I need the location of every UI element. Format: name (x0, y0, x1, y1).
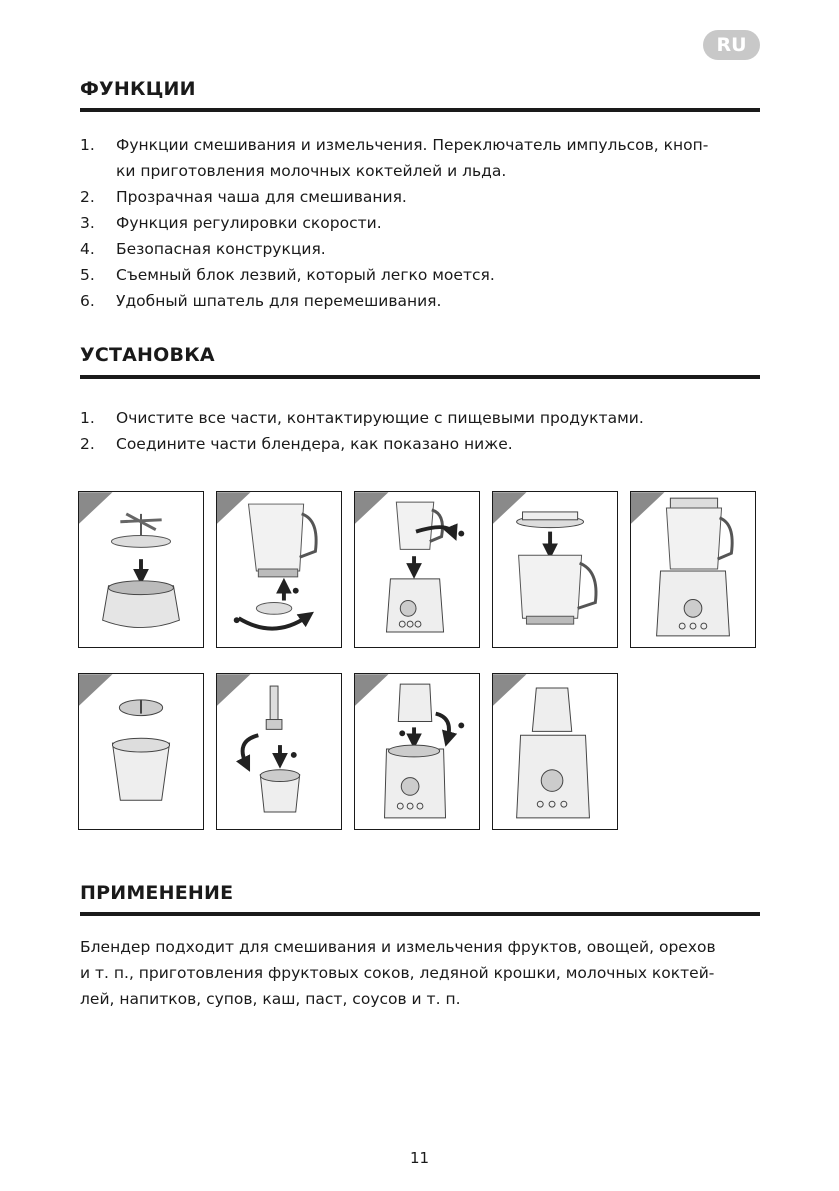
list-item (80, 405, 760, 431)
illustration-panel-9 (492, 673, 618, 830)
installation-list (80, 405, 760, 457)
illustration-panel-4 (492, 491, 618, 648)
functions-rule (80, 108, 760, 112)
list-item-text: Функции смешивания и измельчения. Переключатель импульсов, кноп- (116, 136, 709, 154)
grinder-blade-into-cup-illustration (79, 674, 203, 829)
list-item (80, 431, 760, 457)
list-item (80, 236, 760, 262)
list-item (80, 184, 760, 210)
list-item-text: ки приготовления молочных коктейлей и льда. (116, 162, 507, 180)
lid-onto-jug-illustration (493, 492, 617, 647)
illustration-panel-6 (78, 673, 204, 830)
list-item-number: 2. (80, 188, 95, 206)
illustration-panel-5 (630, 491, 756, 648)
usage-line: и т. п., приготовления фруктовых соков, ледяной крошки, молочных коктей- (80, 964, 715, 982)
blade-into-base-illustration (79, 492, 203, 647)
page-number: 11 (409, 1149, 430, 1167)
usage-rule (80, 912, 760, 916)
list-item-text: Прозрачная чаша для смешивания. (116, 188, 407, 206)
grinder-on-motor-base-illustration (355, 674, 479, 829)
illustration-panel-8 (354, 673, 480, 830)
list-item (80, 288, 760, 314)
language-badge: RU (703, 30, 760, 60)
functions-title: ФУНКЦИИ (80, 78, 196, 100)
usage-line: лей, напитков, супов, каш, паст, соусов и т. п. (80, 990, 461, 1008)
list-item-number: 6. (80, 292, 95, 310)
list-item-number: 1. (80, 409, 95, 427)
list-item-number: 2. (80, 435, 95, 453)
installation-title: УСТАНОВКА (80, 344, 215, 366)
list-item-text: Очистите все части, контактирующие с пищевыми продуктами. (116, 409, 644, 427)
assembled-grinder-illustration (493, 674, 617, 829)
list-item (80, 132, 760, 184)
assembled-blender-illustration (631, 492, 755, 647)
list-item-text: Соедините части блендера, как показано ниже. (116, 435, 513, 453)
jug-on-motor-base-illustration (355, 492, 479, 647)
jug-attach-blade-illustration (217, 492, 341, 647)
list-item-number: 5. (80, 266, 95, 284)
list-item-number: 3. (80, 214, 95, 232)
usage-title: ПРИМЕНЕНИЕ (80, 882, 234, 904)
usage-paragraph (80, 934, 762, 1012)
list-item-text: Безопасная конструкция. (116, 240, 326, 258)
illustration-panel-7 (216, 673, 342, 830)
list-item (80, 262, 760, 288)
list-item-number: 4. (80, 240, 95, 258)
list-item-text: Удобный шпатель для перемешивания. (116, 292, 442, 310)
illustration-panel-1 (78, 491, 204, 648)
list-item-text: Съемный блок лезвий, который легко моется. (116, 266, 495, 284)
list-item (80, 210, 760, 236)
illustration-panel-2 (216, 491, 342, 648)
list-item-number: 1. (80, 136, 95, 154)
installation-rule (80, 375, 760, 379)
list-item-text: Функция регулировки скорости. (116, 214, 382, 232)
usage-line: Блендер подходит для смешивания и измельчения фруктов, овощей, орехов (80, 938, 716, 956)
illustration-panel-3 (354, 491, 480, 648)
grinder-assembly-illustration (217, 674, 341, 829)
functions-list (80, 132, 760, 314)
